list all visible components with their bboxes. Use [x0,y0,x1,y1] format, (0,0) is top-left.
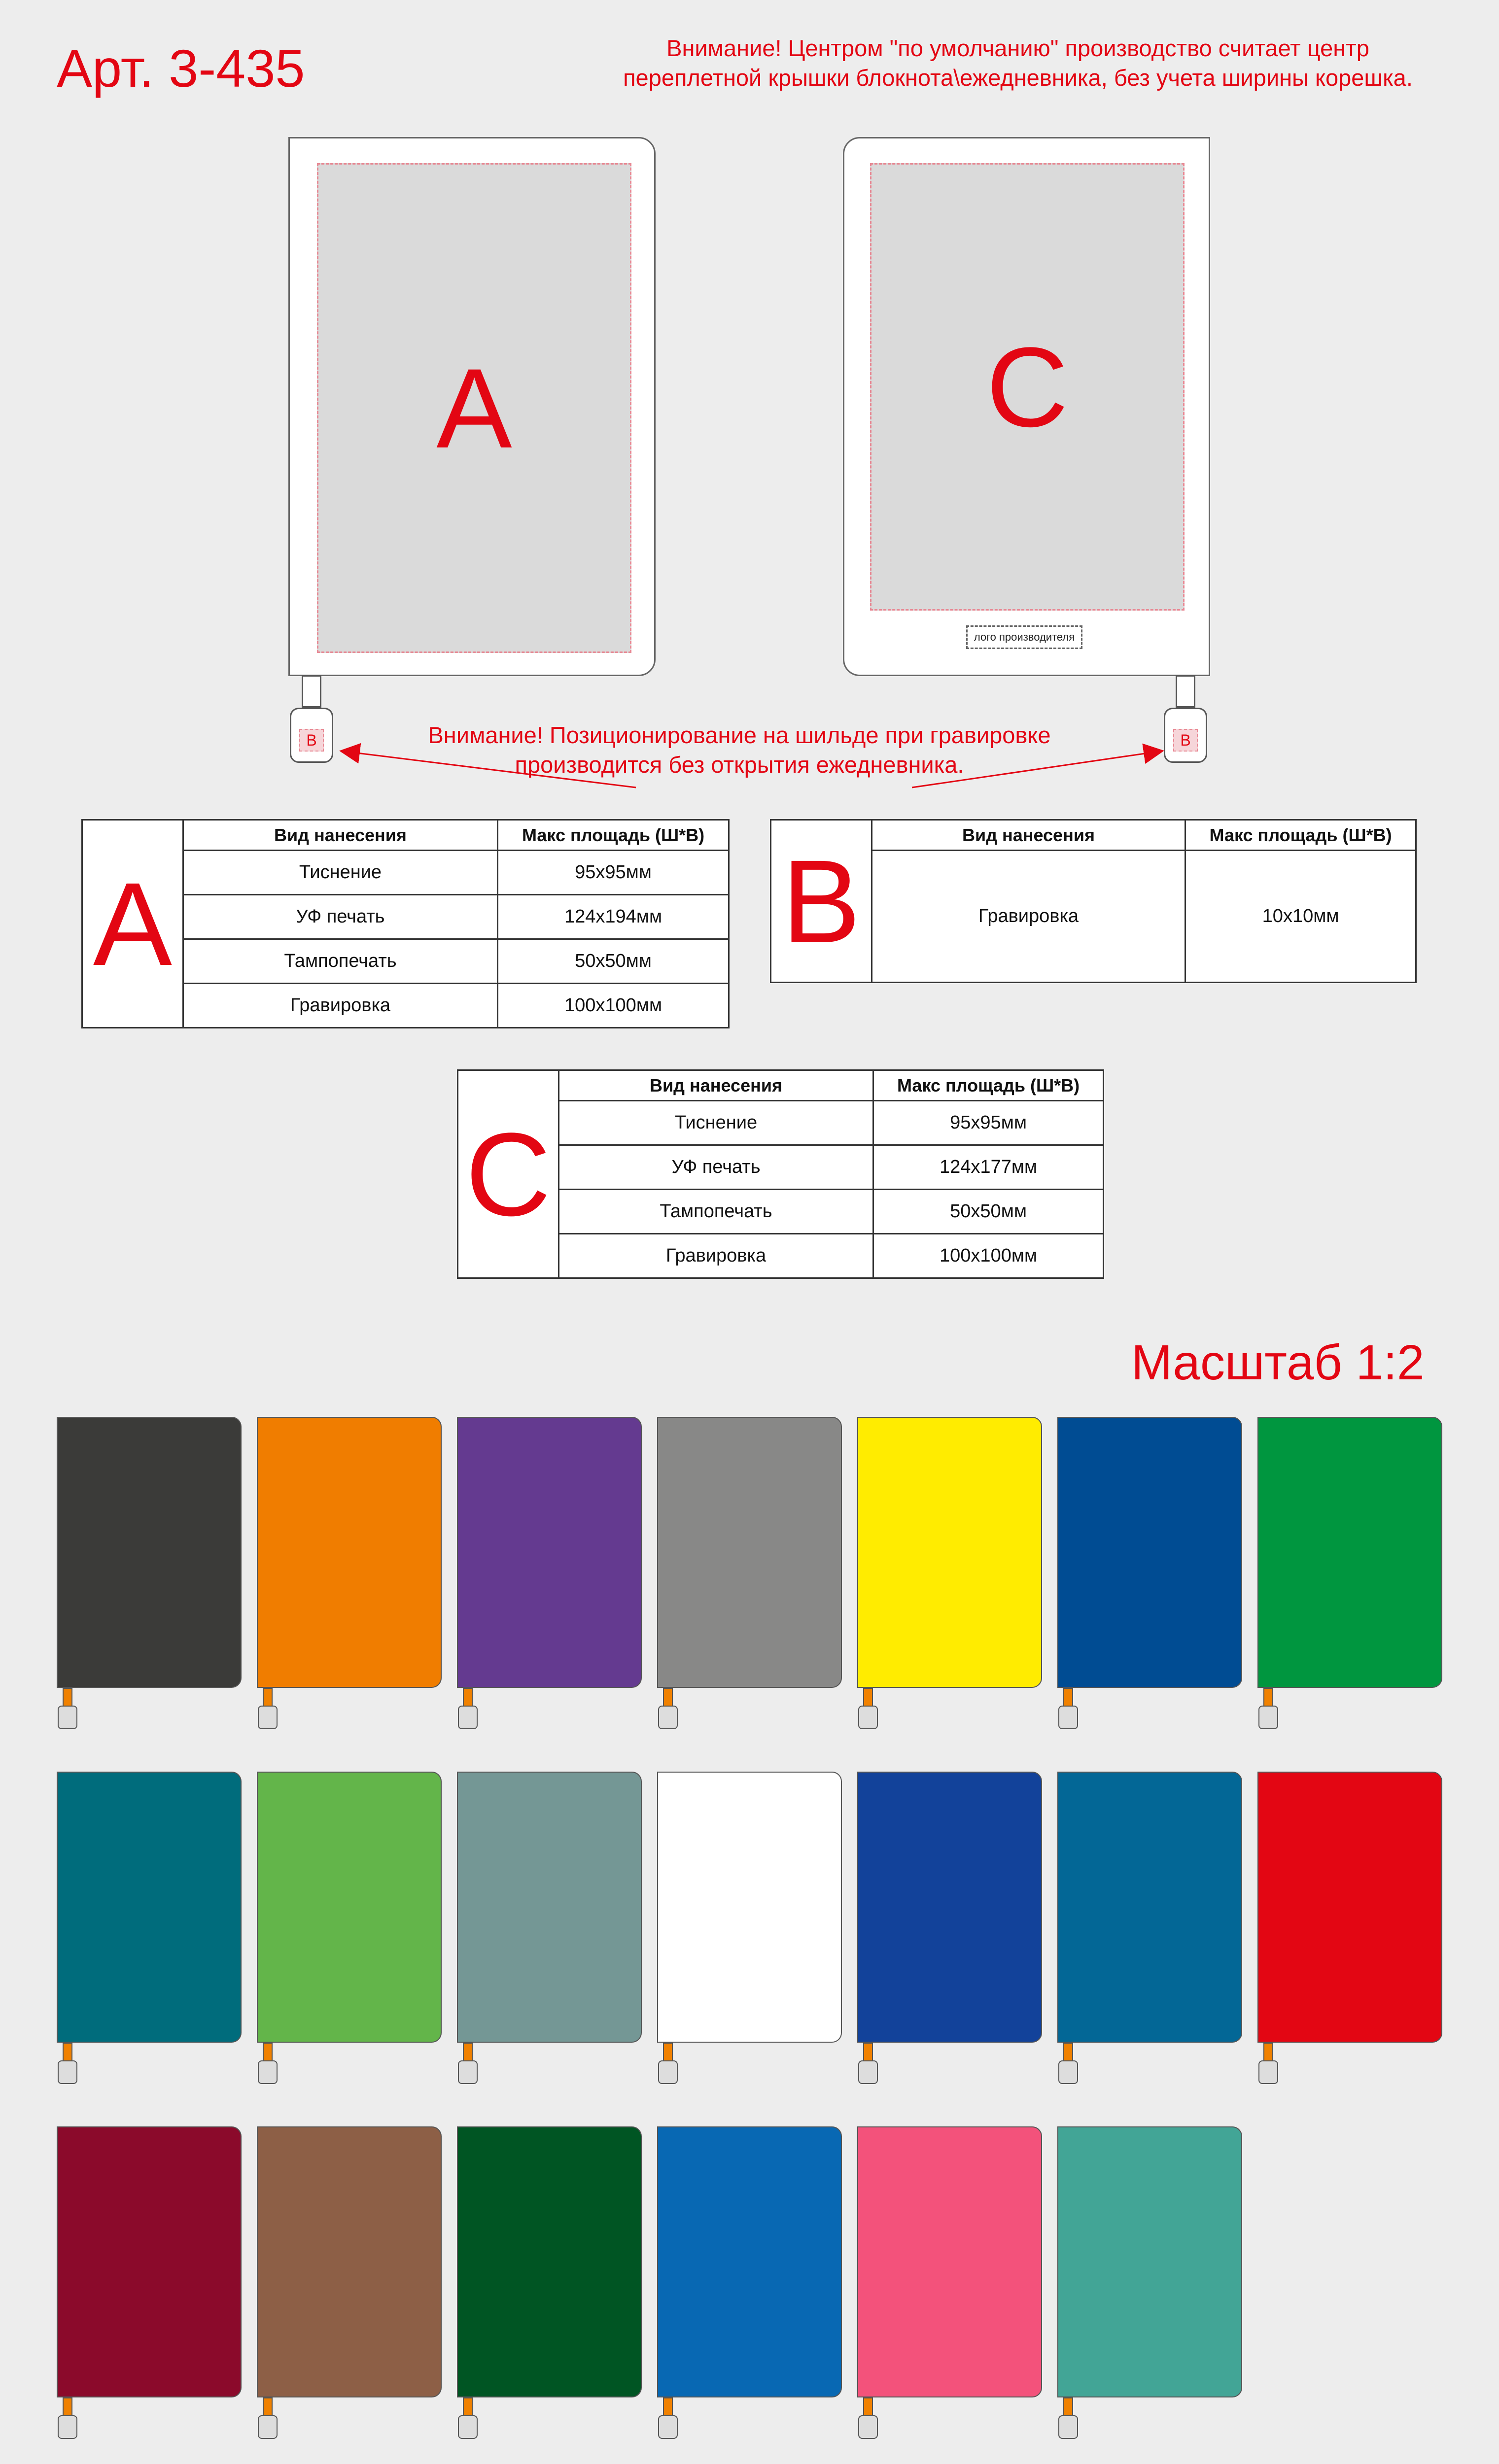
table-c [457,1069,1104,1279]
area-cell: 50x50мм [498,939,729,984]
tag-engrave-zone-right: B [1173,729,1198,752]
notebook-cover [257,2126,442,2397]
back-print-zone: C [870,163,1185,611]
table-b-col-method: Вид нанесения [872,820,1185,851]
area-cell: 100x100мм [873,1234,1104,1278]
color-swatch [457,1772,642,2048]
color-swatch [1057,2126,1242,2402]
tag-notice [345,720,1134,780]
color-swatch [857,1772,1042,2048]
tag-charm [1258,2060,1278,2084]
notebook-cover [857,2126,1042,2397]
notebook-cover [57,1772,242,2043]
notebook-cover [1057,2126,1242,2397]
notebook-cover [457,1417,642,1688]
area-cell: 10x10мм [1185,851,1416,983]
notebook-cover [657,2126,842,2397]
tag-charm [658,1706,678,1729]
ribbon [1263,2043,1273,2062]
color-swatch [257,1417,442,1693]
tag-charm [658,2415,678,2439]
color-swatch [857,1417,1042,1693]
notebook-cover [1257,1417,1442,1688]
ribbon [663,2043,673,2062]
centering-notice-line1: Внимание! Центром "по умолчанию" производство считает центр [666,35,1369,61]
tag-charm [458,2415,478,2439]
color-swatch [57,1417,242,1693]
notebook-cover [1057,1772,1242,2043]
tag-notice-line1: Внимание! Позиционирование на шильде при гравировке [428,722,1051,748]
notebook-cover [257,1417,442,1688]
notebook-cover [857,1417,1042,1688]
area-cell: 124x194мм [498,895,729,939]
tag-notice-line2: производится без открытия ежедневника. [515,752,964,778]
tag-charm [858,2415,878,2439]
ribbon [663,1688,673,1708]
method-cell: Тампопечать [183,939,497,984]
ribbon [463,2397,473,2417]
centering-notice-line2: переплетной крышки блокнота\ежедневника, без учета ширины корешка. [623,65,1413,91]
notebook-cover [1257,1772,1442,2043]
table-a-col-method: Вид нанесения [183,820,497,851]
tag-charm [258,2060,278,2084]
tag-charm [458,1706,478,1729]
front-print-zone: A [317,163,631,653]
ribbon [1263,1688,1273,1708]
table-a [81,819,730,1028]
tag-charm [58,2415,77,2439]
tag-charm [1058,2415,1078,2439]
color-swatch [657,1417,842,1693]
color-swatch [1057,1417,1242,1693]
method-cell: Гравировка [872,851,1185,983]
notebook-cover [57,2126,242,2397]
method-cell: УФ печать [558,1145,873,1190]
method-cell: Тампопечать [558,1190,873,1234]
ribbon [263,2397,273,2417]
color-swatch [57,2126,242,2402]
table-c-col-area: Макс площадь (Ш*В) [873,1070,1104,1101]
table-a-col-area: Макс площадь (Ш*В) [498,820,729,851]
area-cell: 124x177мм [873,1145,1104,1190]
ribbon [263,1688,273,1708]
table-b-col-area: Макс площадь (Ш*В) [1185,820,1416,851]
notebook-cover [1057,1417,1242,1688]
area-cell: 95x95мм [873,1101,1104,1145]
ribbon [1063,1688,1073,1708]
color-swatch [257,1772,442,2048]
method-cell: Гравировка [558,1234,873,1278]
tag-charm [858,2060,878,2084]
ribbon [263,2043,273,2062]
color-swatch [57,1772,242,2048]
method-cell: Тиснение [558,1101,873,1145]
area-cell: 50x50мм [873,1190,1104,1234]
color-swatch [457,1417,642,1693]
notebook-cover [57,1417,242,1688]
table-b-letter: B [771,820,872,983]
color-swatch [1057,1772,1242,2048]
ribbon [63,2397,72,2417]
ribbon [663,2397,673,2417]
color-swatch [857,2126,1042,2402]
method-cell: УФ печать [183,895,497,939]
table-b [770,819,1417,983]
ribbon [63,1688,72,1708]
color-swatch [457,2126,642,2402]
color-swatch [657,1772,842,2048]
tag-charm [1058,2060,1078,2084]
method-cell: Гравировка [183,984,497,1028]
ribbon [863,2397,873,2417]
ribbon [463,1688,473,1708]
area-cell: 95x95мм [498,851,729,895]
manufacturer-logo-area: лого производителя [966,625,1082,649]
tag-engrave-zone-left: B [299,729,324,752]
tag-arrows [0,0,1499,838]
tag-charm [858,1706,878,1729]
notebook-cover [657,1772,842,2043]
ribbon [63,2043,72,2062]
tag-charm [58,2060,77,2084]
ribbon [863,1688,873,1708]
scale-label: Масштаб 1:2 [1131,1335,1425,1390]
ribbon [1063,2397,1073,2417]
table-c-col-method: Вид нанесения [558,1070,873,1101]
color-swatch [1257,1772,1442,2048]
method-cell: Тиснение [183,851,497,895]
ribbon [1063,2043,1073,2062]
tag-charm [258,1706,278,1729]
ribbon [863,2043,873,2062]
tag-charm [258,2415,278,2439]
table-a-letter: A [82,820,183,1028]
color-swatch [657,2126,842,2402]
color-swatch [257,2126,442,2402]
ribbon [463,2043,473,2062]
color-swatch [1257,1417,1442,1693]
article-title: Арт. 3-435 [57,38,305,98]
notebook-cover [857,1772,1042,2043]
notebook-cover [657,1417,842,1688]
tag-charm [1058,1706,1078,1729]
notebook-cover [457,1772,642,2043]
notebook-cover [257,1772,442,2043]
area-cell: 100x100мм [498,984,729,1028]
tag-charm [1258,1706,1278,1729]
tag-charm [458,2060,478,2084]
table-c-letter: C [458,1070,559,1278]
tag-charm [658,2060,678,2084]
notebook-cover [457,2126,642,2397]
tag-charm [58,1706,77,1729]
